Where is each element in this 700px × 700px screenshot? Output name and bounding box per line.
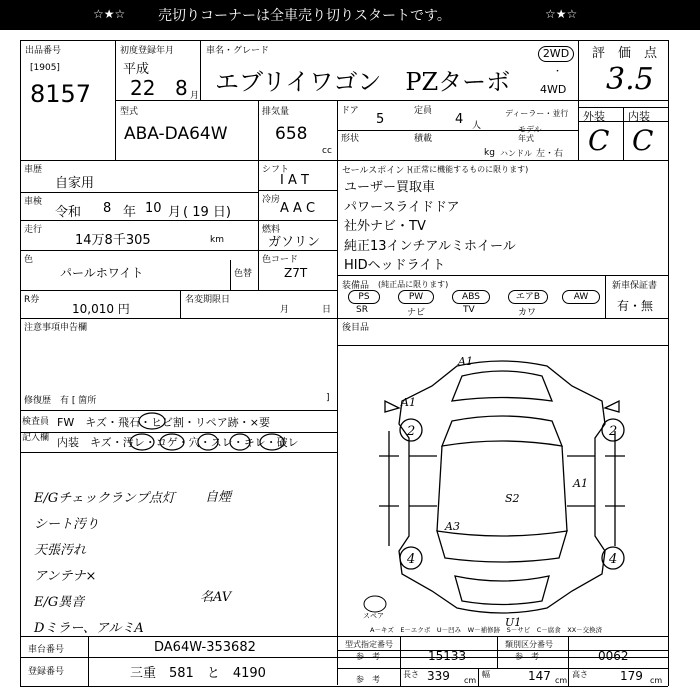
handwritten-notes bbox=[34, 486, 175, 642]
rear-label: 後目品 bbox=[342, 323, 370, 333]
sales-points bbox=[344, 178, 516, 276]
type-no-value: 15133 bbox=[428, 649, 467, 663]
drive-dot: ・ bbox=[553, 67, 563, 77]
reg-era: 平成 bbox=[123, 62, 150, 77]
int-grade: C bbox=[632, 124, 654, 157]
chassis-label: 車台番号 bbox=[28, 645, 65, 655]
sales-point: パワースライドドア bbox=[344, 199, 460, 215]
length-label: 長さ bbox=[403, 670, 419, 679]
stars-right: ☆★☆ bbox=[545, 7, 578, 21]
inspector-row-1: FW キズ・飛石・ヒビ割・リペア跡・×要 bbox=[57, 416, 270, 429]
car-damage-diagram bbox=[337, 346, 668, 636]
note-line: E/Gチェックランプ点灯 bbox=[34, 491, 175, 506]
cap-label: 定員 bbox=[414, 106, 433, 116]
mark-a1-right: A1 bbox=[573, 477, 588, 490]
color-value: パールホワイト bbox=[60, 266, 144, 280]
length-unit: cm bbox=[464, 676, 477, 685]
color-change-label: 色替 bbox=[234, 269, 253, 279]
length-value: 339 bbox=[427, 669, 450, 683]
int-label: 内装 bbox=[628, 110, 650, 123]
note-white-smoke: 自煙 bbox=[205, 490, 232, 505]
name-change-day: 日 bbox=[322, 305, 332, 315]
inspector-label-1: 検査員 bbox=[22, 417, 50, 427]
equip-pw: PW bbox=[398, 290, 434, 304]
reg-month-unit: 月 bbox=[190, 91, 200, 101]
usage-label: 車歴 bbox=[24, 165, 43, 175]
tire-rl: 4 bbox=[407, 552, 416, 567]
width-unit: cm bbox=[555, 676, 568, 685]
height-value: 179 bbox=[620, 669, 643, 683]
shift-value: I A T bbox=[280, 173, 309, 188]
sales-label: セールスポイント bbox=[342, 166, 414, 176]
width-label: 幅 bbox=[482, 670, 490, 679]
mileage-label: 走行 bbox=[24, 225, 43, 235]
ext-label: 外装 bbox=[583, 110, 605, 123]
reg-year: 22 bbox=[130, 76, 156, 100]
inspection-era: 令和 bbox=[55, 205, 82, 220]
shape-label: 形状 bbox=[341, 134, 360, 144]
color-code-label: 色コード bbox=[262, 255, 299, 265]
height-label: 高さ bbox=[572, 670, 588, 679]
note-line: アンテナ× bbox=[34, 569, 97, 584]
ac-label: 冷房 bbox=[262, 195, 281, 205]
usage-value: 自家用 bbox=[55, 176, 95, 191]
inspector-circles bbox=[20, 410, 340, 454]
inspection-y-unit: 年 bbox=[123, 205, 137, 220]
inspection-year: 8 bbox=[103, 201, 112, 216]
ac-value: A A C bbox=[280, 201, 316, 216]
top-banner bbox=[0, 0, 700, 30]
cat-ref-label: 参 考 bbox=[515, 652, 539, 661]
note-line: シート汚り bbox=[34, 517, 100, 532]
person-unit: 人 bbox=[472, 121, 482, 131]
car-name: エブリイワゴン PZターボ bbox=[215, 68, 511, 96]
notes-label: 注意事項申告欄 bbox=[24, 323, 88, 333]
inspection-month: 10 bbox=[145, 201, 162, 216]
disp-value: 658 bbox=[275, 124, 308, 144]
equip-leather: カワ bbox=[518, 308, 537, 318]
plate-label: 登録番号 bbox=[28, 667, 65, 677]
color-label: 色 bbox=[24, 255, 34, 265]
name-change-month: 月 bbox=[280, 305, 290, 315]
drive-4wd: 4WD bbox=[540, 83, 567, 96]
sales-sub: (正常に機能するものに限ります) bbox=[410, 165, 529, 174]
inspector-row-2: 内装 キズ・汚レ・コゲ・穴・スレ・キレ・破レ bbox=[57, 436, 299, 449]
equip-airbag: エアB bbox=[508, 290, 548, 304]
fuel-label: 燃料 bbox=[262, 225, 281, 235]
reg-label: 初度登録年月 bbox=[120, 46, 175, 56]
score-value: 3.5 bbox=[606, 62, 654, 97]
type-ref-label: 参 考 bbox=[356, 652, 380, 661]
inspection-label: 車検 bbox=[24, 197, 43, 207]
note-line: E/G異音 bbox=[34, 595, 85, 610]
mark-a1-left: A1 bbox=[401, 396, 416, 409]
note-av: 名AV bbox=[200, 590, 232, 605]
equip-abs: ABS bbox=[452, 290, 490, 304]
mileage-unit: km bbox=[210, 235, 224, 245]
note-line: Dミラー、アルミA bbox=[34, 621, 144, 636]
sales-point: ユーザー買取車 bbox=[344, 180, 436, 195]
shift-label: シフト bbox=[262, 165, 290, 175]
color-code-value: Z7T bbox=[284, 266, 308, 280]
name-label: 車名・グレード bbox=[206, 46, 270, 56]
equip-sr: SR bbox=[356, 305, 368, 315]
tire-fr: 2 bbox=[609, 424, 618, 439]
lot-label: 出品番号 bbox=[25, 46, 62, 56]
sales-point: 純正13インチアルミホイール bbox=[344, 238, 516, 254]
recycle-value: 10,010 円 bbox=[72, 302, 130, 316]
mileage-value: 14万8千305 bbox=[75, 233, 151, 248]
chassis-value: DA64W-353682 bbox=[154, 640, 256, 655]
kg-unit: kg bbox=[484, 148, 495, 158]
cc-unit: cc bbox=[322, 146, 332, 156]
dealer-label: ディーラー・並行 bbox=[505, 109, 569, 118]
recycle-label: R券 bbox=[24, 295, 40, 305]
cat-no-value: 0062 bbox=[598, 649, 629, 663]
door-label: ドア bbox=[341, 106, 359, 116]
door-value: 5 bbox=[376, 112, 385, 127]
disp-label: 排気量 bbox=[262, 107, 290, 117]
equipment-sub: (純正品に限ります) bbox=[378, 280, 449, 289]
spare-label: スペア bbox=[363, 612, 384, 620]
note-line: 天張汚れ bbox=[34, 543, 87, 558]
mark-u1: U1 bbox=[505, 616, 522, 629]
score-label: 評 価 点 bbox=[592, 46, 658, 61]
handle-label: ハンドル bbox=[500, 149, 532, 158]
equip-aw: AW bbox=[562, 290, 600, 304]
plate-value: 三重 581 と 4190 bbox=[130, 666, 266, 681]
stars-left: ☆★☆ bbox=[93, 7, 126, 21]
lot-sub: [1905] bbox=[30, 63, 60, 73]
equip-tv: TV bbox=[463, 305, 475, 315]
load-label: 積載 bbox=[414, 134, 433, 144]
repair-label: 修復歴 有 [ 箇所 bbox=[24, 396, 97, 406]
equip-ps: PS bbox=[348, 290, 380, 304]
inspector-label-2: 記入欄 bbox=[22, 433, 50, 443]
mark-a3: A3 bbox=[445, 520, 460, 533]
sales-point: 社外ナビ・TV bbox=[344, 219, 426, 234]
cap-value: 4 bbox=[455, 112, 464, 127]
tire-rr: 4 bbox=[609, 552, 618, 567]
model-label: 型式 bbox=[120, 107, 139, 117]
handle-value: 左・右 bbox=[536, 149, 564, 159]
reg-month: 8 bbox=[175, 76, 188, 100]
type-no-label: 型式指定番号 bbox=[345, 640, 393, 649]
inspection-m-unit: 月 bbox=[168, 205, 182, 220]
model-year-label: モデル 年式 bbox=[518, 125, 542, 143]
drive-2wd: 2WD bbox=[538, 46, 574, 62]
cat-no-label: 類別区分番号 bbox=[505, 640, 553, 649]
fuel-value: ガソリン bbox=[268, 235, 321, 250]
equipment-label: 装備品 bbox=[342, 281, 370, 291]
damage-legend: A－キズ E－エクボ U－凹み W－補修跡 S－サビ C－腐食 XX－交換済 bbox=[370, 626, 603, 634]
tire-fl: 2 bbox=[407, 424, 416, 439]
mark-s2: S2 bbox=[505, 492, 520, 505]
ext-grade: C bbox=[588, 124, 610, 157]
repair-bracket: ] bbox=[326, 393, 330, 403]
height-unit: cm bbox=[650, 676, 663, 685]
warranty-label: 新車保証書 bbox=[612, 281, 658, 291]
mark-a1-top: A1 bbox=[458, 355, 473, 368]
sales-point: HIDヘッドライト bbox=[344, 258, 446, 273]
lot-number: 8157 bbox=[30, 80, 92, 108]
equip-navi: ナビ bbox=[407, 308, 426, 318]
dim-ref-label: 参 考 bbox=[356, 675, 380, 684]
width-value: 147 bbox=[528, 669, 551, 683]
warranty-value: 有・無 bbox=[617, 299, 654, 313]
model-value: ABA-DA64W bbox=[124, 124, 228, 144]
inspection-day: ( 19 日) bbox=[183, 205, 231, 220]
banner-text: 売切りコーナーは全車売り切りスタートです。 bbox=[158, 8, 451, 24]
name-change-label: 名変期限日 bbox=[185, 295, 231, 305]
